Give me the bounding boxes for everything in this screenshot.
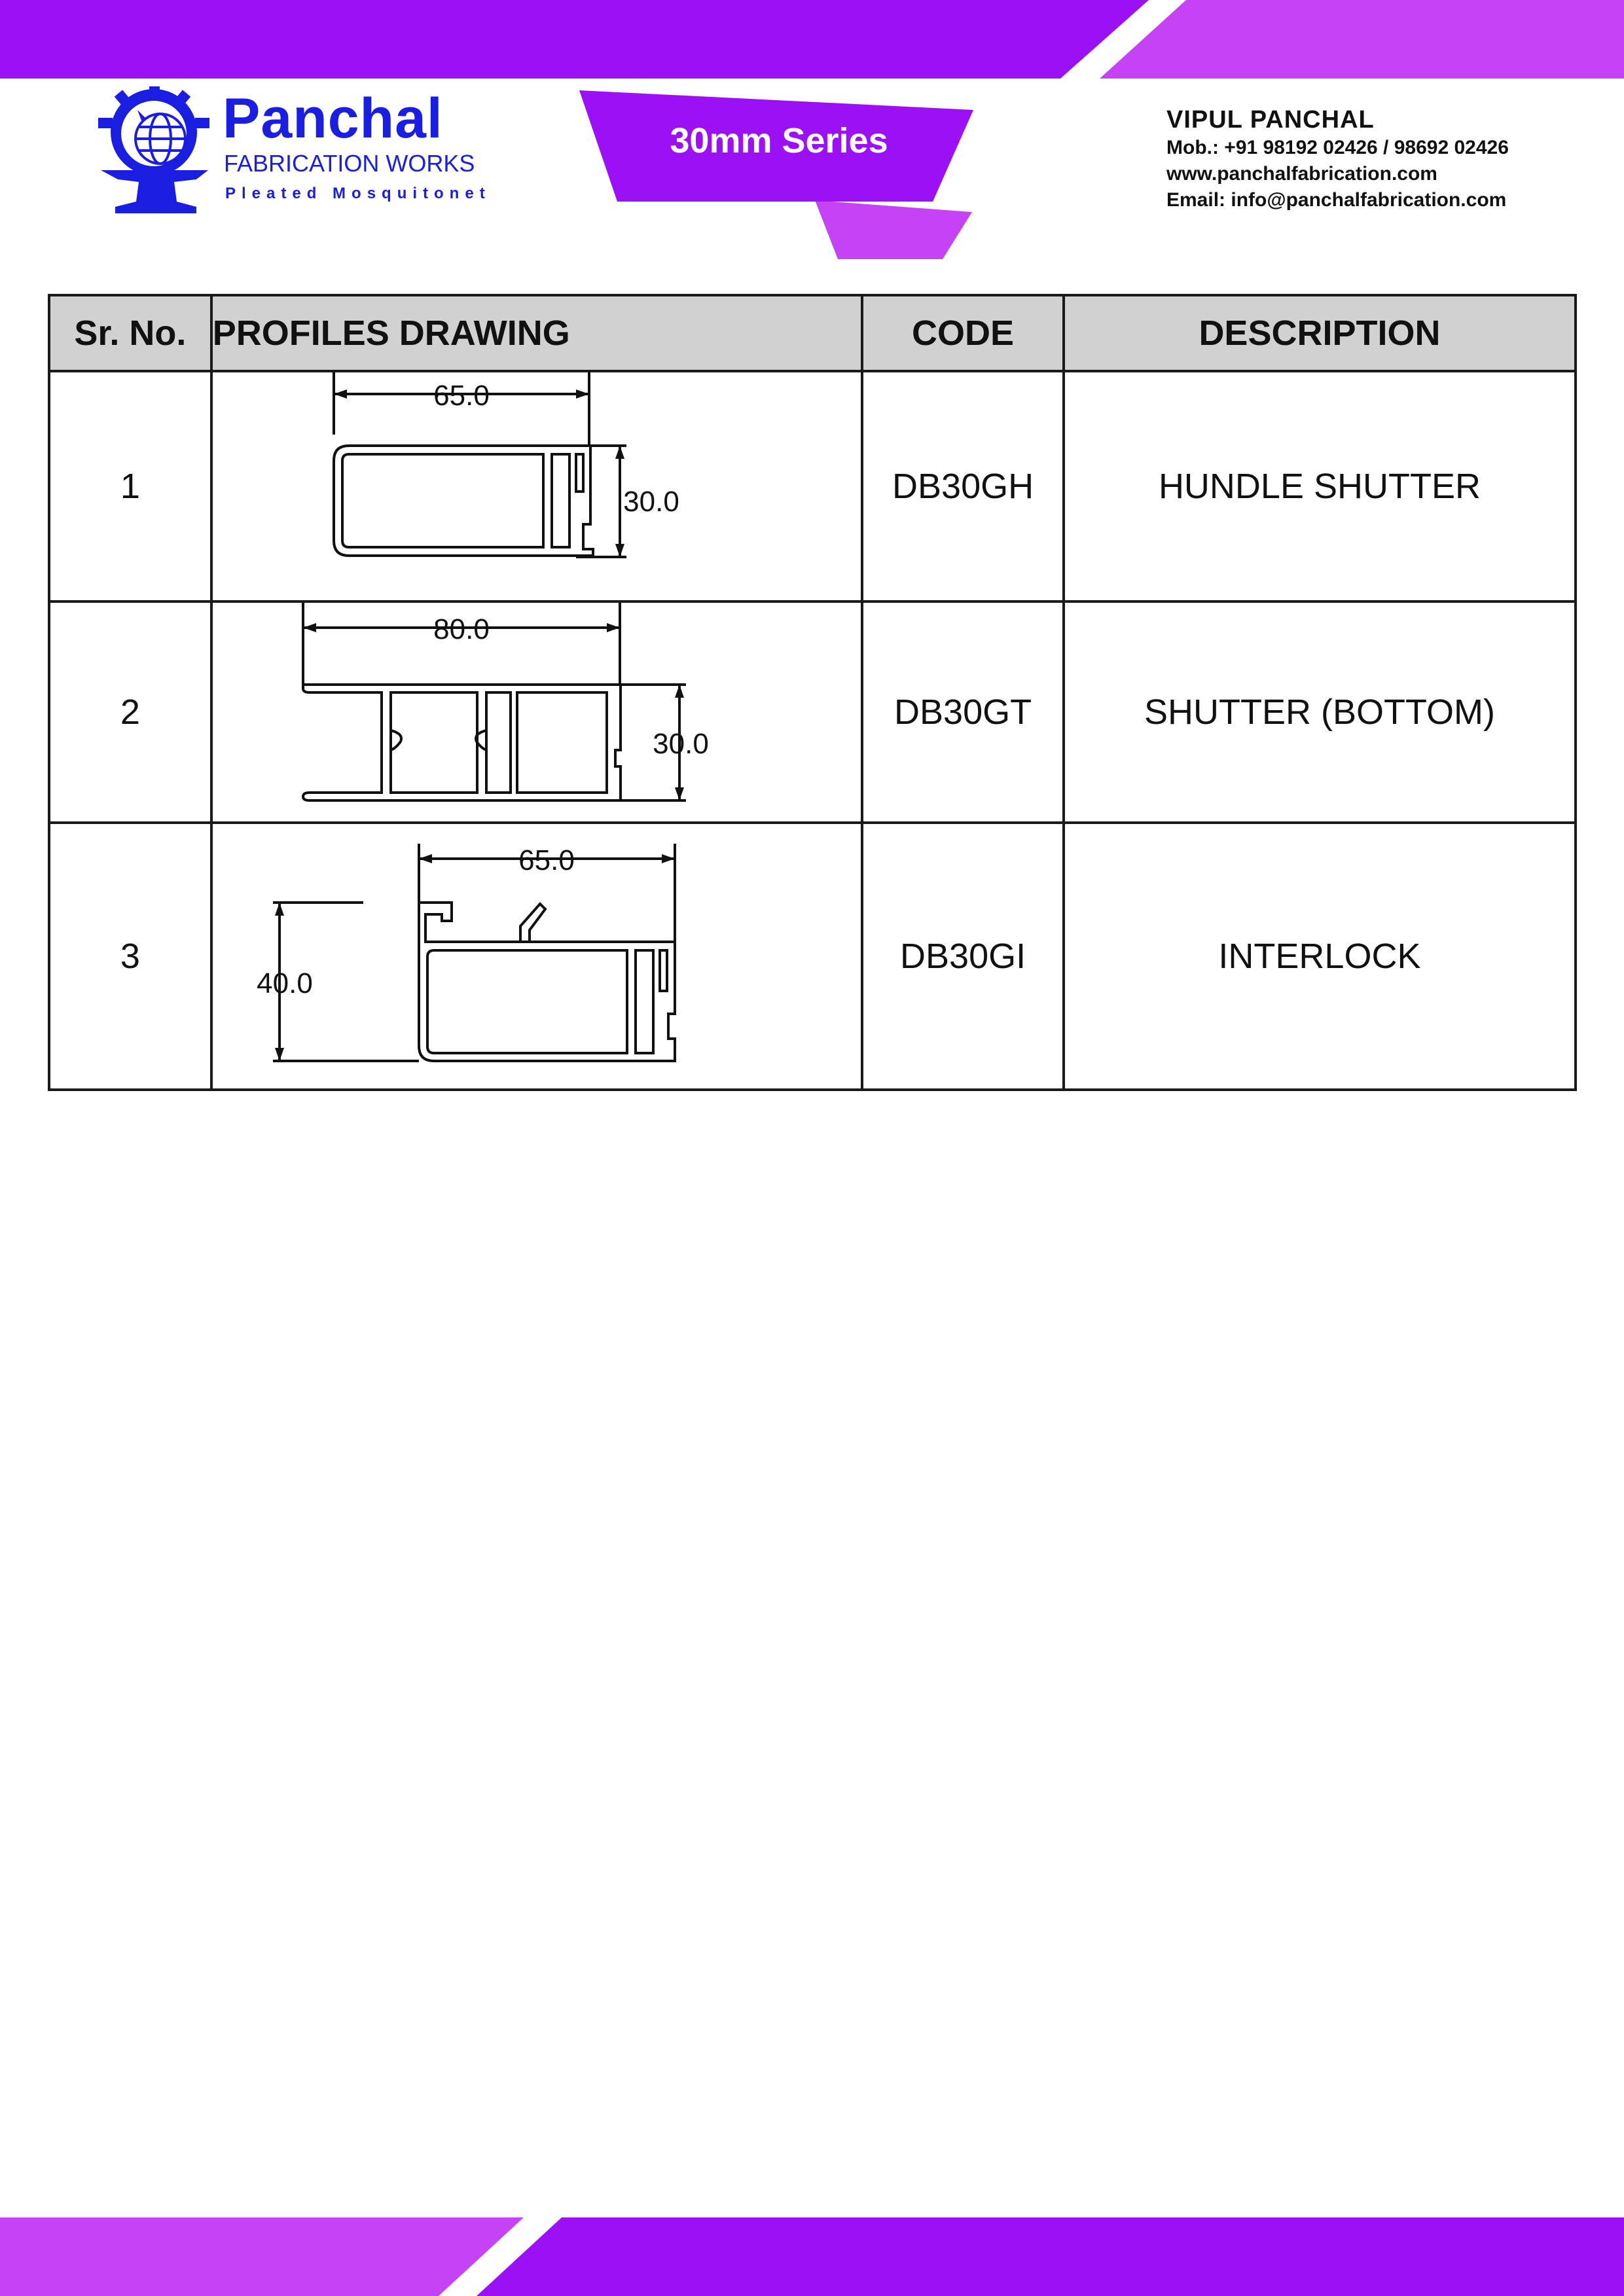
table-header-row bbox=[49, 295, 1576, 371]
brand-tagline: Pleated Mosquitonet bbox=[225, 185, 491, 202]
row-description: HUNDLE SHUTTER bbox=[1064, 371, 1576, 601]
profile-drawing-cell bbox=[211, 601, 863, 823]
table-row bbox=[49, 371, 1576, 601]
series-ribbon bbox=[579, 90, 979, 260]
profile-drawing-shutter-bottom bbox=[213, 603, 868, 821]
width-dimension-label: 65.0 bbox=[433, 380, 490, 412]
contact-name: VIPUL PANCHAL bbox=[1166, 106, 1375, 134]
row-code: DB30GI bbox=[862, 823, 1064, 1090]
brand-subtitle: FABRICATION WORKS bbox=[224, 150, 475, 177]
profile-drawing-handle-shutter bbox=[213, 372, 868, 600]
profile-outline bbox=[303, 685, 621, 800]
profile-outline bbox=[334, 446, 593, 556]
height-dimension-label: 30.0 bbox=[652, 728, 709, 760]
height-dimension-label: 30.0 bbox=[623, 486, 679, 518]
row-code: DB30GT bbox=[862, 601, 1064, 823]
series-ribbon-shape bbox=[579, 90, 979, 260]
row-sr-no: 2 bbox=[49, 601, 211, 823]
row-description: INTERLOCK bbox=[1064, 823, 1576, 1090]
profile-drawing-cell bbox=[211, 371, 863, 601]
profile-drawing-interlock bbox=[213, 824, 868, 1088]
contact-mobile: Mob.: +91 98192 02426 / 98692 02426 bbox=[1166, 137, 1509, 158]
header-code: CODE bbox=[862, 295, 1064, 371]
header-profiles-drawing: PROFILES DRAWING bbox=[211, 295, 863, 371]
height-dimension-label: 40.0 bbox=[256, 967, 313, 999]
row-code: DB30GH bbox=[862, 371, 1064, 601]
width-dimension-label: 65.0 bbox=[518, 844, 575, 876]
profile-drawing-cell bbox=[211, 823, 863, 1090]
gear-globe-anvil-icon bbox=[98, 86, 216, 217]
row-sr-no: 1 bbox=[49, 371, 211, 601]
brand-block bbox=[98, 86, 491, 217]
table-row bbox=[49, 601, 1576, 823]
bottom-decor-band bbox=[0, 2217, 1624, 2296]
contact-website[interactable]: www.panchalfabrication.com bbox=[1166, 163, 1437, 185]
contact-block bbox=[1166, 105, 1509, 213]
brand-name: Panchal bbox=[223, 87, 443, 150]
table-row bbox=[49, 823, 1576, 1090]
contact-email[interactable]: Email: info@panchalfabrication.com bbox=[1166, 189, 1507, 211]
top-decor-band bbox=[0, 0, 1624, 79]
width-dimension-label: 80.0 bbox=[433, 613, 490, 645]
profiles-table bbox=[48, 294, 1577, 1091]
header-sr-no: Sr. No. bbox=[49, 295, 211, 371]
series-title: 30mm Series bbox=[670, 121, 888, 160]
row-description: SHUTTER (BOTTOM) bbox=[1064, 601, 1576, 823]
header-description: DESCRIPTION bbox=[1064, 295, 1576, 371]
row-sr-no: 3 bbox=[49, 823, 211, 1090]
